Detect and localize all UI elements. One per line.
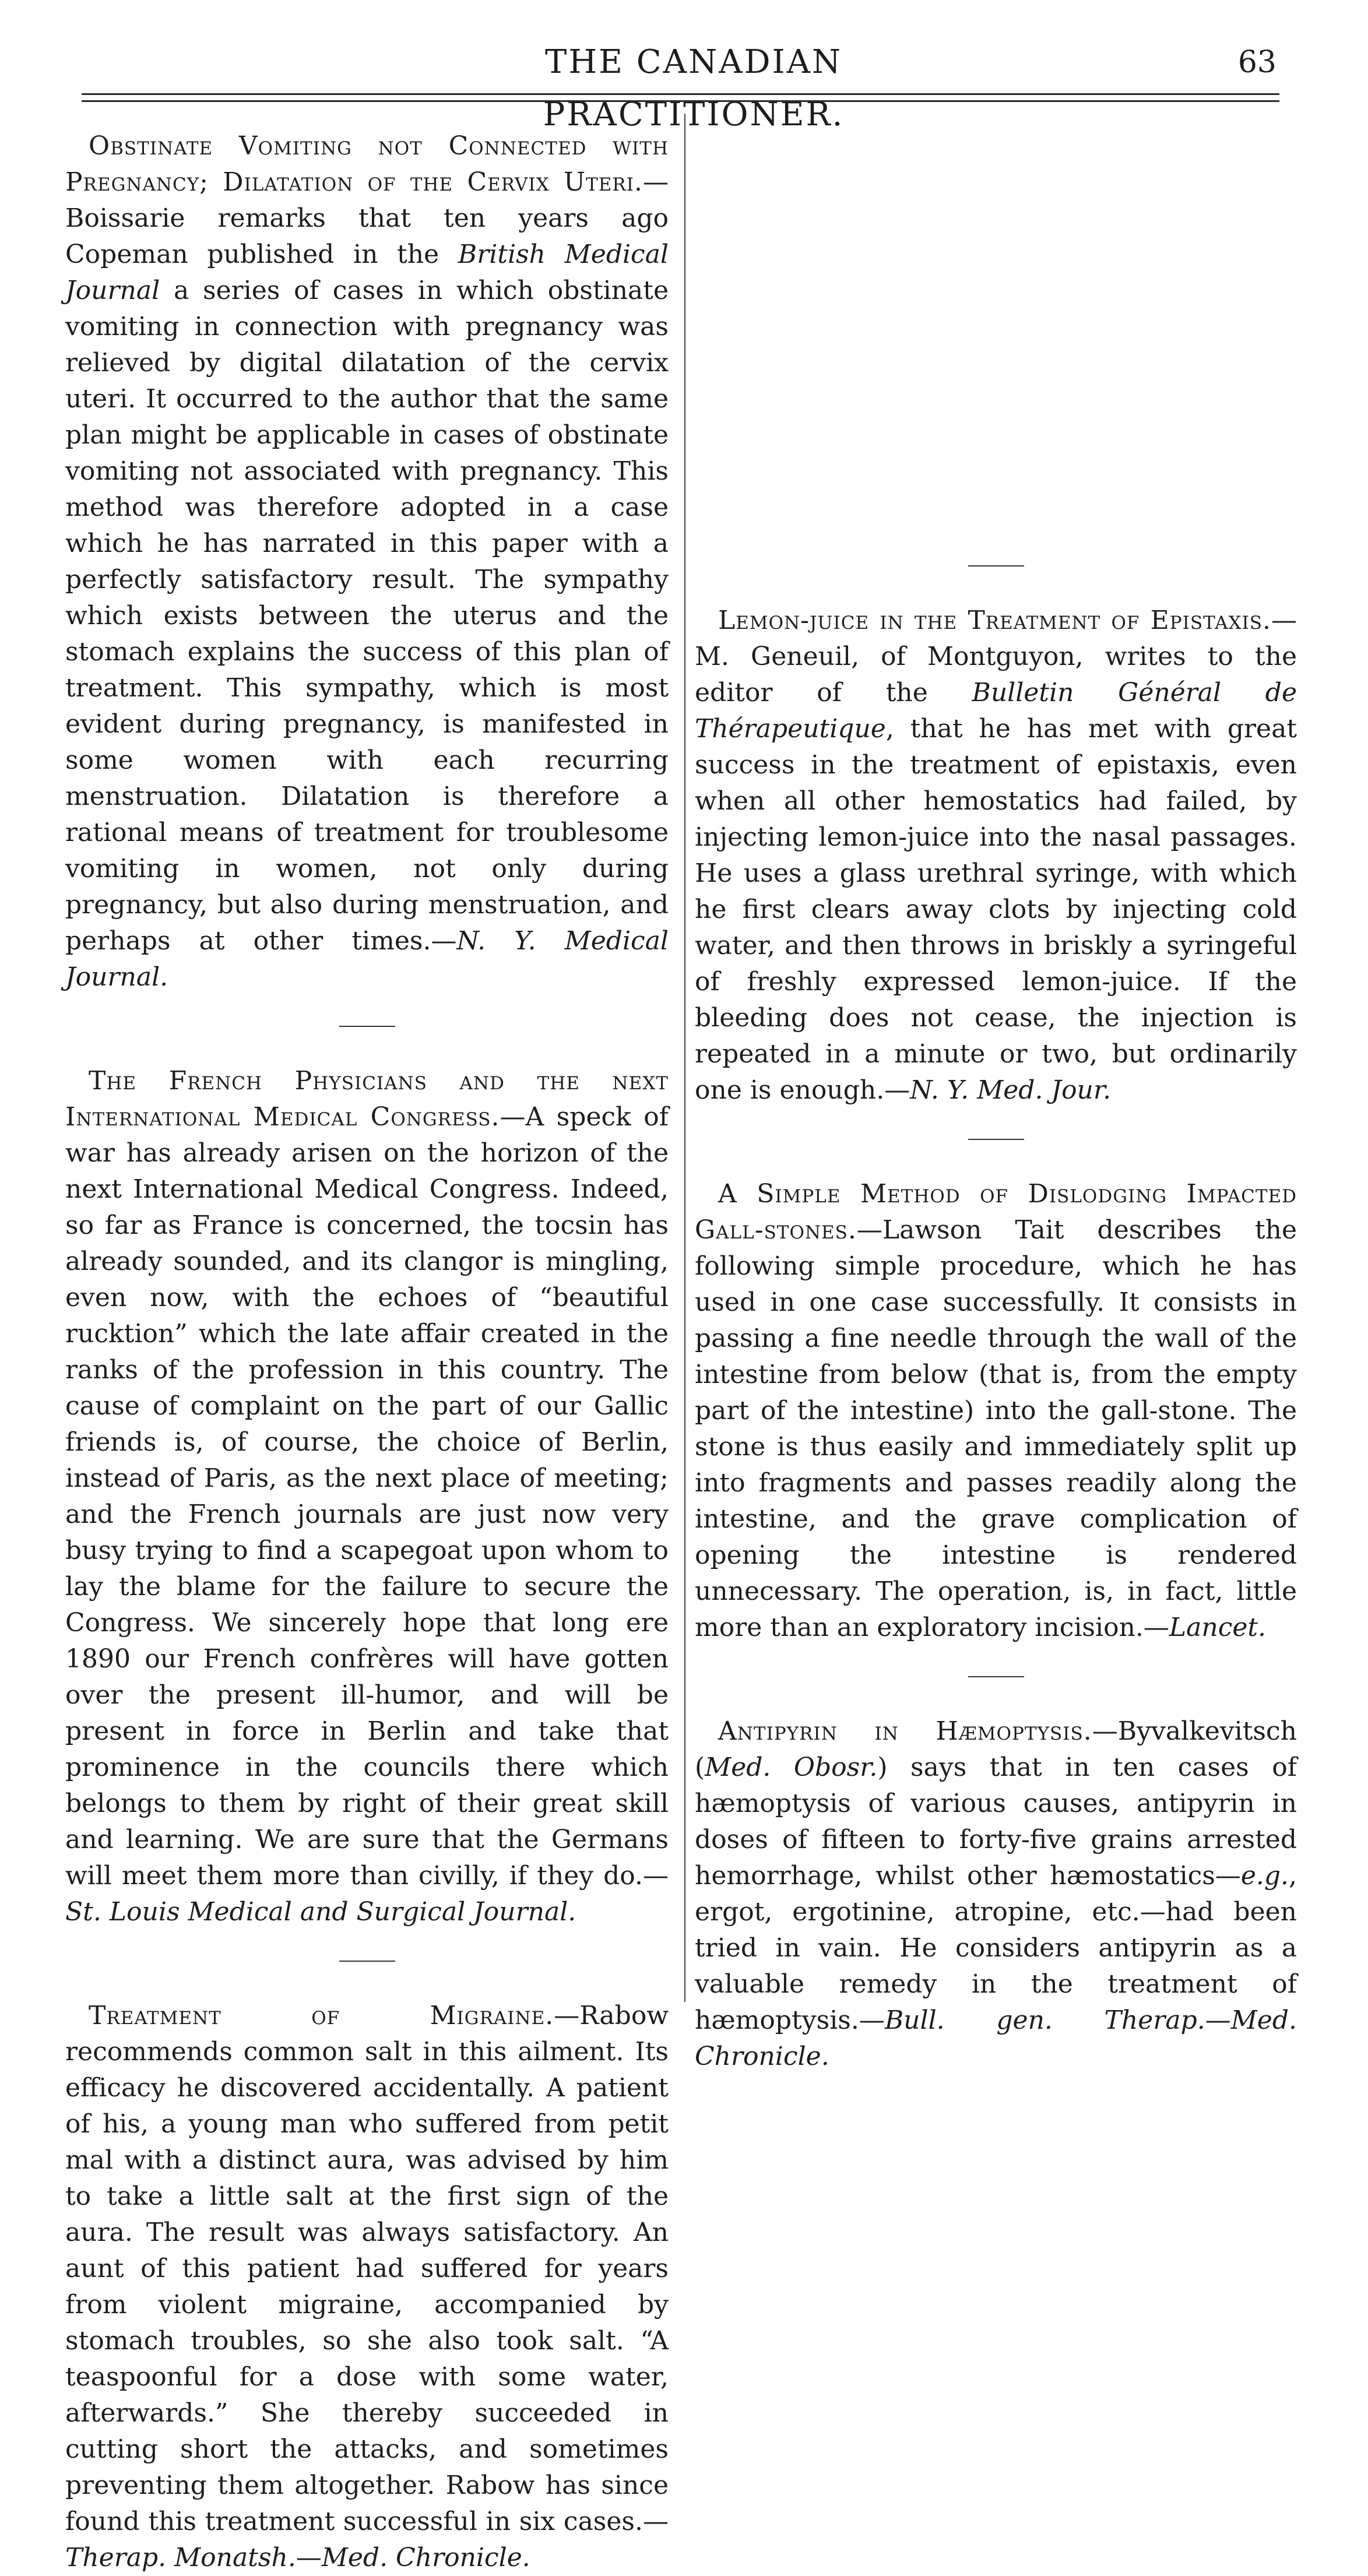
header-rule-top xyxy=(82,93,1279,95)
article-separator xyxy=(339,1961,395,1962)
article-source: Lancet. xyxy=(1169,1613,1267,1642)
article-separator xyxy=(968,565,1024,566)
left-column xyxy=(65,128,669,2576)
article-heading: Lemon-juice in the Treatment of Epistaxis. xyxy=(718,606,1271,635)
journal-title: THE CANADIAN PRACTITIONER. xyxy=(543,43,845,133)
article-source: Therap. Monatsh.—Med. Chronicle. xyxy=(65,2543,530,2573)
abbreviation: e.g. xyxy=(1240,1861,1289,1891)
article-lemon-juice xyxy=(695,603,1297,1108)
article-text: , ergot, ergotinine, atropine, etc.—had been tried in vain. He considers antipyrin as a valuable remedy in the treatment of hæmoptysis.— xyxy=(695,1861,1297,2035)
article-vomiting xyxy=(65,128,669,995)
article-text: —Boissarie remarks that ten years ago Copeman published in the xyxy=(65,167,669,269)
journal-name: British Medical Journal xyxy=(65,240,669,305)
article-heading: The French Physicians and the next International Medical Congress. xyxy=(65,1066,669,1132)
article-heading: Obstinate Vomiting not Connected with Pregnancy; Dilatation of the Cervix Uteri. xyxy=(65,131,669,197)
article-text: —M. Geneuil, of Montguyon, writes to the editor of the xyxy=(695,606,1297,708)
article-gallstones xyxy=(695,1176,1297,1646)
article-congress xyxy=(65,1063,669,1930)
article-source: N. Y. Med. Jour. xyxy=(910,1075,1112,1105)
article-text: —Rabow recommends common salt in this ailment. Its efficacy he discovered accidentally. A patient of his, a young man who suffered from petit mal with a distinct aura, was advised by him to take a little salt at the first sign of the aura. The result was always satisfactory. An aunt of this patient had suffered for years from violent migraine, accompanied by stomach troubles, so she also took salt. “A teaspoonful for a dose with some water, afterwards.” She thereby succeeded in cutting short the attacks, and sometimes preventing them altogether. Rabow has since found this treatment successful in six cases.— xyxy=(65,2001,669,2536)
article-migraine xyxy=(65,1998,669,2576)
article-text: , that he has met with great success in the treatment of epistaxis, even when all other hemostatics had failed, by injecting lemon-juice into the nasal passages. He uses a glass urethral syringe, with which he first clears away clots by injecting cold water, and then throws in briskly a syringeful of freshly expressed lemon-juice. If the bleeding does not cease, the injection is repeated in a minute or two, but ordinarily one is enough.— xyxy=(695,714,1297,1105)
page-number: 63 xyxy=(1237,45,1276,80)
article-text: —Lawson Tait describes the following simple procedure, which he has used in one case successfully. It consists in passing a fine needle through the wall of the intestine from below (that is, from the empty part of the intestine) into the gall-stone. The stone is thus easily and immediately split up into fragments and passes readily along the intestine, and the grave complication of opening the intestine is rendered unnecessary. The operation, is, in fact, little more than an exploratory incision.— xyxy=(695,1215,1297,1642)
article-heading: A Simple Method of Dislodging Impacted Gall-stones. xyxy=(695,1179,1297,1245)
article-source: Bull. gen. Therap.—Med. Chronicle. xyxy=(695,2005,1297,2071)
article-text: —A speck of war has already arisen on the horizon of the next International Medical Congress. Indeed, so far as France is concerned, the tocsin has already sounded, and its clangor is mingling, even now, with the echoes of “beautiful rucktion” which the late affair created in the ranks of the profession in this country. The cause of complaint on the part of our Gallic friends is, of course, the choice of Berlin, instead of Paris, as the next place of meeting; and the French journals are just now very busy trying to find a scapegoat upon whom to lay the blame for the failure to secure the Congress. We sincerely hope that long ere 1890 our French confrères will have gotten over the present ill-humor, and will be present in force in Berlin and take that prominence in the councils there which belongs to them by right of their great skill and learning. We are sure that the Germans will meet them more than civilly, if they do.— xyxy=(65,1102,669,1891)
header-rule-bottom xyxy=(82,100,1279,102)
article-text: ) says that in ten cases of hæmoptysis of various causes, antipyrin in doses of fifteen to forty-five grains arrested hemorrhage, whilst other hæmostatics— xyxy=(695,1752,1297,1891)
article-antipyrin xyxy=(695,1713,1297,2075)
right-column xyxy=(695,128,1297,2075)
journal-name: Med. Obosr. xyxy=(705,1752,878,1782)
running-header xyxy=(76,36,1276,133)
article-heading: Treatment of Migraine. xyxy=(89,2001,554,2030)
article-source: N. Y. Medical Journal. xyxy=(65,926,669,992)
article-separator xyxy=(968,1139,1024,1140)
article-heading: Antipyrin in Hæmoptysis. xyxy=(718,1716,1092,1746)
article-source: St. Louis Medical and Surgical Journal. xyxy=(65,1897,576,1927)
article-separator xyxy=(968,1676,1024,1677)
journal-name: Bulletin Général de Thérapeutique xyxy=(695,678,1297,744)
article-separator xyxy=(339,1026,395,1027)
article-text: a series of cases in which obstinate vomiting in connection with pregnancy was relieved by digital dilatation of the cervix uteri. It occurred to the author that the same plan might be applicable in cases of obstinate vomiting not associated with pregnancy. This method was therefore adopted in a case which he has narrated in this paper with a perfectly satisfactory result. The sympathy which exists between the uterus and the stomach explains the success of this plan of treatment. This sympathy, which is most evident during pregnancy, is manifested in some women with each recurring menstruation. Dilatation is therefore a rational means of treatment for troublesome vomiting in women, not only during pregnancy, but also during menstruation, and perhaps at other times.— xyxy=(65,276,669,956)
column-divider xyxy=(684,114,685,2002)
article-text: —Byvalkevitsch ( xyxy=(695,1716,1297,1782)
